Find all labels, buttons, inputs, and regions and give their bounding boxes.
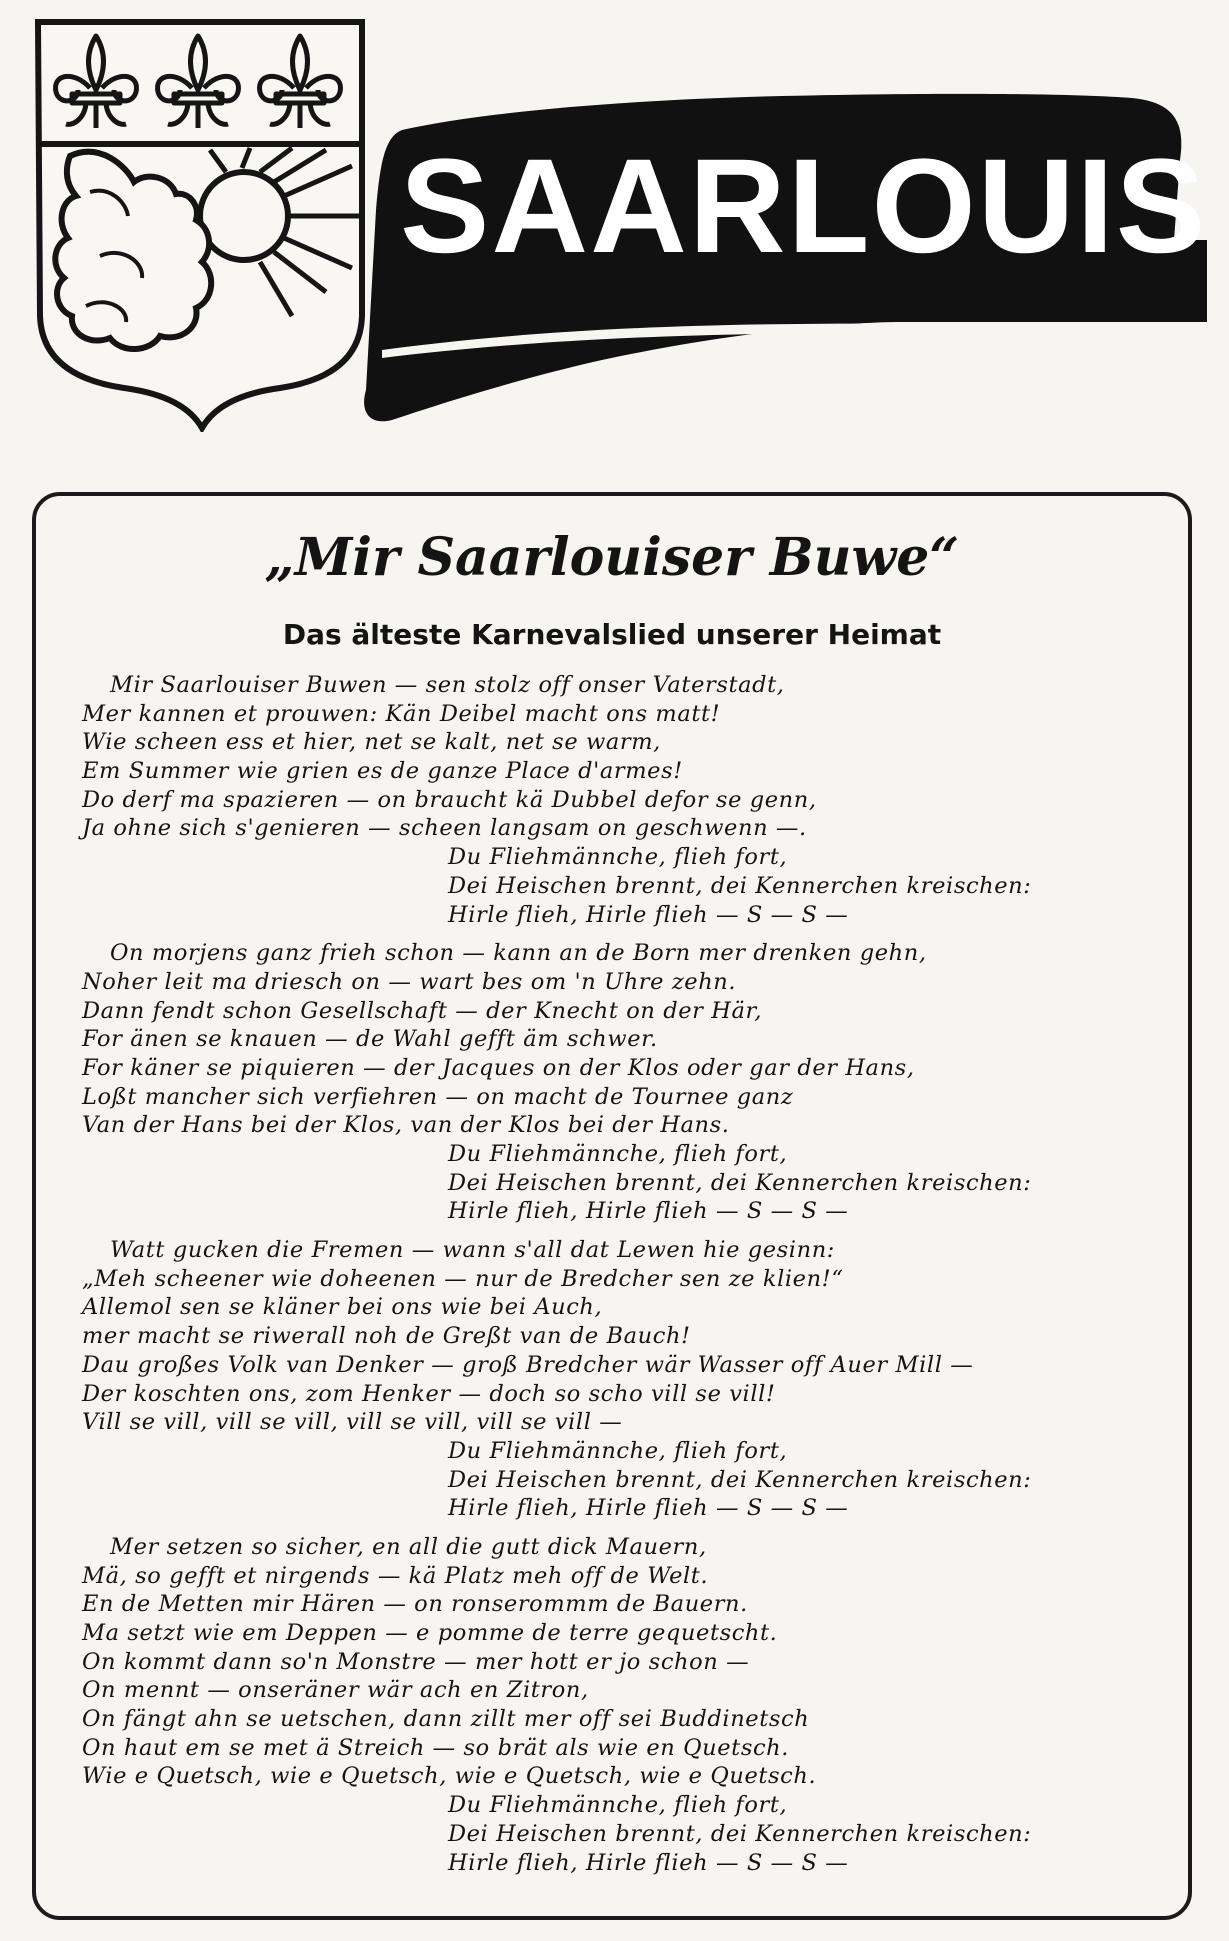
verse-line: Dann fendt schon Gesellschaft — der Knecht on der Här, <box>82 997 763 1024</box>
verse-line: On mennt — onseräner wär ach en Zitron, <box>82 1677 589 1704</box>
verse-line: Loßt mancher sich verfiehren — on macht de Tournee ganz <box>82 1083 794 1110</box>
coat-of-arms-icon <box>30 16 380 432</box>
refrain-line: Hirle flieh, Hirle flieh — S — S — <box>448 1198 849 1225</box>
song-title: „Mir Saarlouiser Buwe“ <box>264 527 960 588</box>
verses <box>82 671 1182 1887</box>
verse-line: On haut em se met ä Streich — so brät als wie en Quetsch. <box>82 1734 790 1761</box>
verse-line: Mer setzen so sicher, en all die gutt dick Mauern, <box>110 1533 707 1560</box>
refrain-line: Hirle flieh, Hirle flieh — S — S — <box>448 901 849 928</box>
verse-line: mer macht se riwerall noh de Greßt van de Bauch! <box>82 1323 691 1350</box>
verse-line: „Meh scheener wie doheenen — nur de Bredcher sen ze klien!“ <box>82 1265 844 1292</box>
verse-line: Ja ohne sich s'genieren — scheen langsam on geschwenn —. <box>82 815 807 842</box>
refrain-line: Dei Heischen brennt, dei Kennerchen kreischen: <box>448 872 1032 899</box>
verse-line: Ma setzt wie em Deppen — e pomme de terre gequetscht. <box>82 1620 778 1646</box>
city-name: SAARLOUIS <box>400 132 1208 281</box>
refrain-line: Du Fliehmännche, flieh fort, <box>448 1141 788 1167</box>
verse-line: Allemol sen se kläner bei ons wie bei Auch, <box>82 1294 603 1321</box>
verse-line: Van der Hans bei der Klos, van der Klos bei der Hans. <box>82 1112 730 1139</box>
verse-line: Em Summer wie grien es de ganze Place d'armes! <box>82 758 683 785</box>
verse-line: For käner se piquieren — der Jacques on der Klos oder gar der Hans, <box>82 1054 915 1081</box>
verse-line: Do derf ma spazieren — on braucht kä Dubbel defor se genn, <box>82 786 817 813</box>
verse-line: Vill se vill, vill se vill, vill se vill, vill se vill — <box>82 1409 623 1436</box>
verse <box>82 671 1182 929</box>
refrain-line: Dei Heischen brennt, dei Kennerchen kreischen: <box>448 1820 1032 1847</box>
verse-line: Mä, so gefft et nirgends — kä Platz meh off de Welt. <box>82 1562 709 1589</box>
verse-line: Noher leit ma driesch on — wart bes om 'n Uhre zehn. <box>82 968 737 995</box>
refrain-line: Dei Heischen brennt, dei Kennerchen kreischen: <box>448 1169 1032 1196</box>
verse-line: For änen se knauen — de Wahl gefft äm schwer. <box>82 1026 658 1053</box>
verse-line: On morjens ganz frieh schon — kann an de Born mer drenken gehn, <box>110 940 927 967</box>
refrain-line: Hirle flieh, Hirle flieh — S — S — <box>448 1495 849 1522</box>
refrain-line: Du Fliehmännche, flieh fort, <box>448 1792 788 1819</box>
verse-line: En de Metten mir Hären — on ronserommm de Bauern. <box>82 1591 748 1618</box>
verse-line: On kommt dann so'n Monstre — mer hott er jo schon — <box>82 1648 750 1675</box>
verse-line: Wie e Quetsch, wie e Quetsch, wie e Quetsch, wie e Quetsch. <box>82 1763 817 1790</box>
verse <box>82 1533 1182 1877</box>
verse <box>82 939 1182 1226</box>
refrain-line: Du Fliehmännche, flieh fort, <box>448 844 788 871</box>
song-subtitle: Das älteste Karnevalslied unserer Heimat <box>282 618 942 651</box>
refrain-line: Hirle flieh, Hirle flieh — S — S — <box>448 1849 849 1876</box>
verse-line: Dau großes Volk van Denker — groß Bredcher wär Wasser off Auer Mill — <box>82 1351 974 1378</box>
verse-line: Wie scheen ess et hier, net se kalt, net se warm, <box>82 729 661 756</box>
header <box>0 0 1229 440</box>
verse-line: On fängt ahn se uetschen, dann zillt mer off sei Buddinetsch <box>82 1706 810 1733</box>
verse <box>82 1236 1182 1523</box>
verse-line: Watt gucken die Fremen — wann s'all dat Lewen hie gesinn: <box>110 1237 835 1264</box>
refrain-line: Dei Heischen brennt, dei Kennerchen kreischen: <box>448 1466 1032 1493</box>
verse-line: Mer kannen et prouwen: Kän Deibel macht ons matt! <box>82 700 721 727</box>
verse-line: Der koschten ons, zom Henker — doch so scho vill se vill! <box>82 1380 776 1407</box>
song-frame <box>32 492 1192 1920</box>
refrain-line: Du Fliehmännche, flieh fort, <box>448 1437 788 1464</box>
verse-line: Mir Saarlouiser Buwen — sen stolz off onser Vaterstadt, <box>110 672 785 698</box>
